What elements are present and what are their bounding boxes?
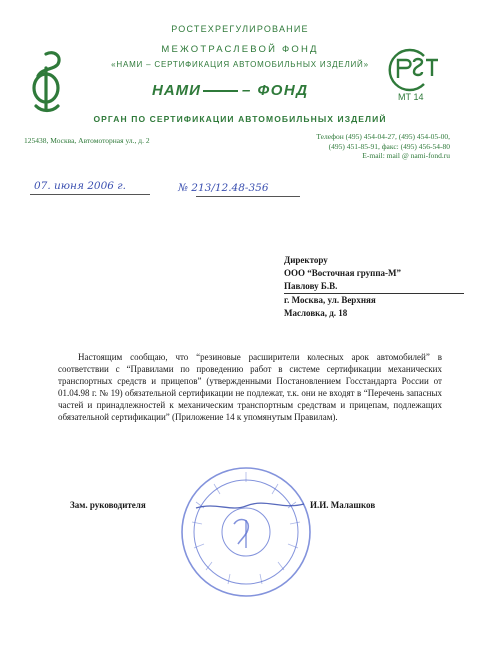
addressee-company: ООО “Восточная группа-М” xyxy=(284,268,402,278)
letter-body: Настоящим сообщаю, что “резиновые расширители колесных арок автомобилей” в соответствии с “Правилами по проведению работ в системе сертификации механических транспортных средств и прицепов” (утвержденными Постановлением Госстандарта России от 01.04.98 г. № 19) обязательной сертификации не подлежат, т.к. они не входят в “Перечень запасных частей и принадлежностей к механическим транспортным средствам и прицепам, подлежащих обязательной сертификации” (Приложение 14 к упомянутым Правилам). xyxy=(58,352,442,422)
date-underline xyxy=(30,194,150,195)
number-underline xyxy=(196,196,300,197)
contacts-email: E-mail: mail @ nami-fond.ru xyxy=(362,151,450,160)
addressee-block xyxy=(284,254,464,320)
nami-fund-logo-icon xyxy=(24,48,68,114)
handwritten-number: № 213/12.48-356 xyxy=(178,182,269,194)
fund-name: «НАМИ – СЕРТИФИКАЦИЯ АВТОМОБИЛЬНЫХ ИЗДЕЛИЙ» xyxy=(111,60,369,69)
fund-title: МЕЖОТРАСЛЕВОЙ ФОНД xyxy=(161,44,319,55)
addressee-address-1: г. Москва, ул. Верхняя xyxy=(284,295,376,305)
addressee-address-2: Масловка, д. 18 xyxy=(284,308,348,318)
addressee-person: Павлову Б.В. xyxy=(284,280,464,294)
address: 125438, Москва, Автомоторная ул., д. 2 xyxy=(24,136,150,145)
brand-line xyxy=(0,82,480,102)
contacts-phone: Телефон (495) 454-04-27, (495) 454-05-00, xyxy=(316,132,450,141)
addressee-position: Директору xyxy=(284,255,328,265)
organ-title: ОРГАН ПО СЕРТИФИКАЦИИ АВТОМОБИЛЬНЫХ ИЗДЕЛИЙ xyxy=(93,114,387,124)
contacts-phone-fax: (495) 451-85-91, факс: (495) 456-54-80 xyxy=(328,141,450,151)
agency-name: РОСТЕХРЕГУЛИРОВАНИЕ xyxy=(171,24,309,34)
cert-mark-label: МТ 14 xyxy=(398,92,424,102)
brand-nami: НАМИ xyxy=(152,82,201,99)
official-stamp-icon xyxy=(176,462,316,602)
signatory-title: Зам. руководителя xyxy=(70,500,146,510)
handwritten-date: 07. июня 2006 г. xyxy=(34,180,126,192)
contacts xyxy=(250,132,450,161)
signatory-name: И.И. Малашков xyxy=(310,500,376,510)
brand-fond: – ФОНД xyxy=(242,82,309,99)
